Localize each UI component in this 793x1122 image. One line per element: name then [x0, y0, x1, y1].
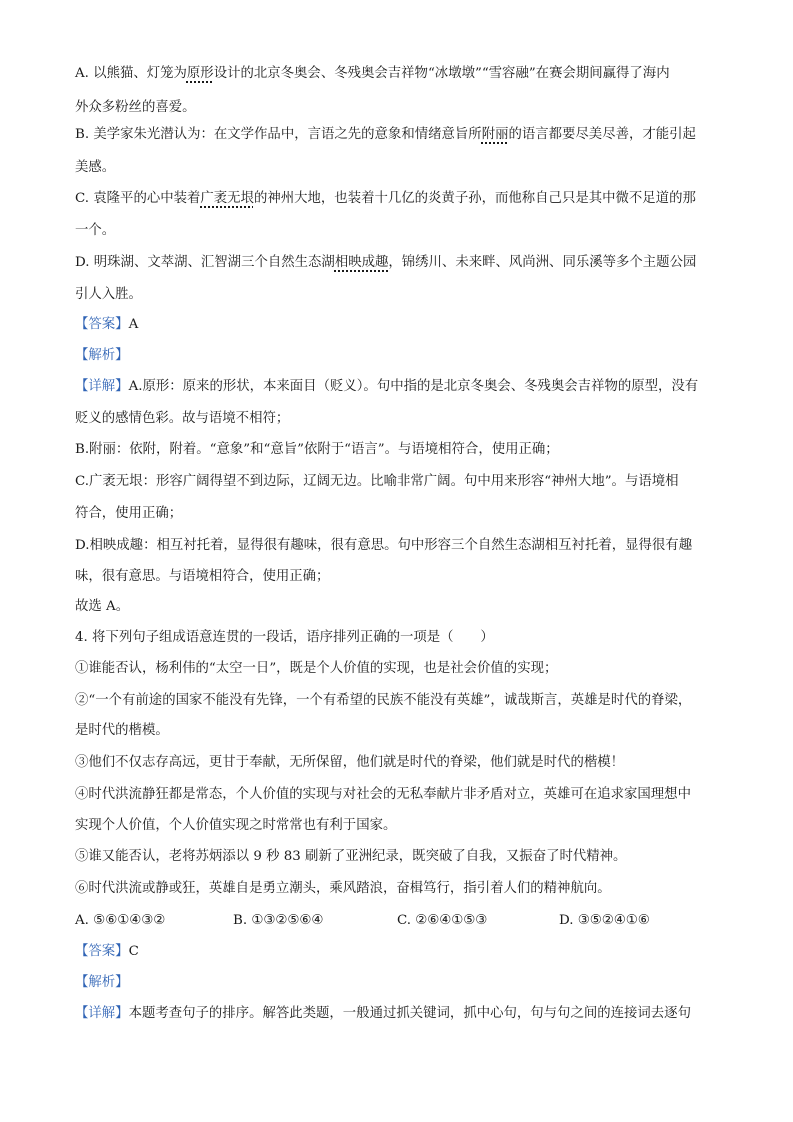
q4-stem: 4. 将下列句子组成语意连贯的一段话，语序排列正确的一项是（ ）: [75, 630, 494, 645]
q4-option-c: C. ②⑥④①⑤③: [397, 913, 488, 928]
option-a-suffix: 设计的北京冬奥会、冬残奥会吉祥物“冰墩墩”“雪容融”在赛会期间赢得了海内: [213, 66, 670, 81]
q4-analysis-heading: [75, 974, 725, 992]
q4-sentence-5: ⑤谁又能否认，老将苏炳添以 9 秒 83 刷新了亚洲纪录，既突破了自我，又振奋了时代精神。: [75, 849, 627, 864]
q3-conclusion: 故选 A。: [75, 599, 130, 614]
q4-sentence-2: ②“一个有前途的国家不能没有先锋，一个有希望的民族不能没有英雄”，诚哉斯言，英雄是时代的脊梁，: [75, 693, 692, 708]
option-a-line-1: [75, 65, 725, 83]
option-b-emphasis: 附丽: [481, 127, 509, 142]
answer-value: A: [128, 317, 139, 332]
analysis-tag: 【解析】: [75, 348, 129, 363]
q4-option-a: A. ⑤⑥①④③②: [75, 913, 166, 928]
q4-sentence-1: ①谁能否认，杨利伟的“太空一日”，既是个人价值的实现，也是社会价值的实现；: [75, 661, 558, 676]
option-c-line-1: [75, 190, 725, 208]
q4-sentence-4: ④时代洪流静狂都是常态，个人价值的实现与对社会的无私奉献片非矛盾对立，英雄可在追求家国理想中: [75, 787, 691, 802]
option-a-line-2: 外众多粉丝的喜爱。: [75, 100, 196, 115]
option-b-prefix: B. 美学家朱光潜认为：在文学作品中，言语之先的意象和情绪意旨所: [75, 127, 482, 142]
detail-tag: 【详解】: [75, 1006, 129, 1021]
option-c-prefix: C. 袁隆平的心中装着: [75, 191, 201, 206]
answer-tag: 【答案】: [75, 944, 129, 959]
option-b-line-2: 美感。: [75, 160, 116, 175]
option-d-line-1: [75, 254, 725, 272]
option-a-emphasis: 原形: [186, 66, 214, 81]
q4-sentence-3: ③他们不仅志存高远，更甘于奉献，无所保留，他们就是时代的脊梁，他们就是时代的楷模！: [75, 755, 625, 770]
option-a-prefix: A. 以熊猫、灯笼为: [75, 66, 187, 81]
detail-tag: 【详解】: [75, 379, 129, 394]
q3-detail-line-2: 贬义的感情色彩。故与语境不相符；: [75, 411, 290, 426]
option-d-suffix: ，锦绣川、未来畔、风尚洲、同乐溪等多个主题公园: [388, 255, 697, 270]
option-c-line-2: 一个。: [75, 223, 116, 238]
detail-text: 本题考查句子的排序。解答此类题，一般通过抓关键词，抓中心句，句与句之间的连接词去逐句: [128, 1006, 691, 1021]
q4-options: [75, 912, 725, 930]
option-b-line-1: [75, 126, 725, 144]
q3-detail-line-7: 味，很有意思。与语境相符合，使用正确；: [75, 569, 330, 584]
detail-text: A.原形：原来的形状，本来面目（贬义）。句中指的是北京冬奥会、冬残奥会吉祥物的原型，没有: [128, 379, 699, 394]
analysis-tag: 【解析】: [75, 975, 129, 990]
q3-detail-line-3: B.附丽：依附，附着。“意象”和“意旨”依附于“语言”。与语境相符合，使用正确；: [75, 442, 559, 457]
answer-tag: 【答案】: [75, 317, 129, 332]
q4-sentence-6: ⑥时代洪流或静或狂，英雄自是勇立潮头，乘风踏浪，奋楫笃行，指引着人们的精神航向。: [75, 881, 611, 896]
option-c-emphasis: 广袤无垠: [200, 191, 254, 206]
q4-detail-line-1: [75, 1005, 725, 1023]
q4-option-d: D. ③⑤②④①⑥: [559, 913, 650, 928]
q3-detail-line-6: D.相映成趣：相互衬托着，显得很有趣味，很有意思。句中形容三个自然生态湖相互衬托着，显得很有趣: [75, 538, 693, 553]
q4-answer: [75, 943, 725, 961]
q3-analysis-heading: [75, 347, 725, 365]
option-d-line-2: 引人入胜。: [75, 287, 142, 302]
q4-sentence-4-cont: 实现个人价值，个人价值实现之时常常也有利于国家。: [75, 818, 397, 833]
answer-value: C: [128, 944, 139, 959]
q4-sentence-2-cont: 是时代的楷模。: [75, 723, 169, 738]
option-d-prefix: D. 明珠湖、文萃湖、汇智湖三个自然生态湖: [75, 255, 335, 270]
q3-detail-line-4: C.广袤无垠：形容广阔得望不到边际，辽阔无边。比喻非常广阔。句中用来形容“神州大地”。与语境相: [75, 474, 679, 489]
q3-detail-line-1: [75, 378, 725, 396]
q4-option-b: B. ①③②⑤⑥④: [233, 913, 324, 928]
option-c-suffix: 的神州大地，也装着十几亿的炎黄子孙，而他称自己只是其中微不足道的那: [253, 191, 696, 206]
q3-detail-line-5: 符合，使用正确；: [75, 506, 183, 521]
q3-answer: [75, 316, 725, 334]
option-d-emphasis: 相映成趣: [334, 255, 389, 270]
option-b-suffix: 的语言都要尽美尽善，才能引起: [508, 127, 696, 142]
